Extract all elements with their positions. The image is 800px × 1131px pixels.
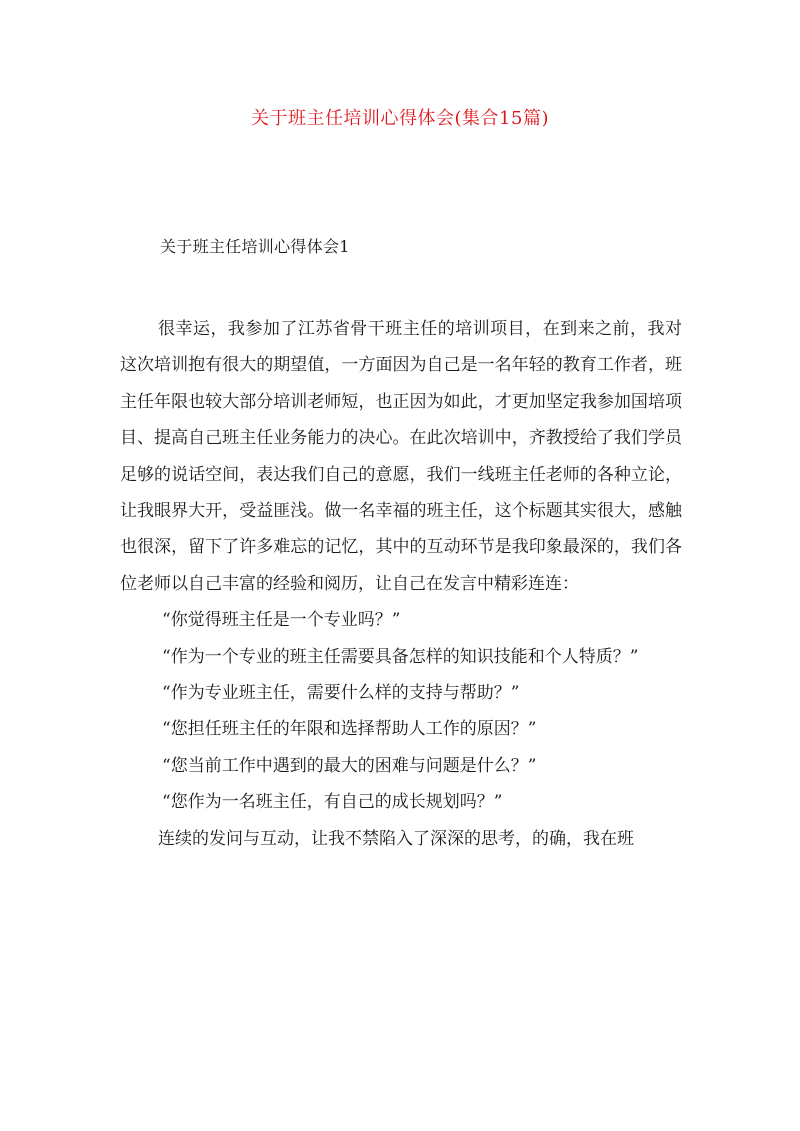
quote-line: “您作为一名班主任，有自己的成长规划吗？” [162,792,503,813]
quote-line: “作为专业班主任，需要什么样的支持与帮助？” [162,683,520,704]
document-body [120,311,682,857]
document-title: 关于班主任培训心得体会(集合15篇) [251,108,549,129]
section-heading: 关于班主任培训心得体会1 [160,237,350,256]
quote-line: “你觉得班主任是一个专业吗？” [162,610,401,631]
body-paragraph: 很幸运，我参加了江苏省骨干班主任的培训项目，在到来之前，我对这次培训抱有很大的期望值，一方面因为自己是一名年轻的教育工作者，班主任年限也较大部分培训老师短，也正因为如此，才更加坚定我参加国培项目、提高自己班主任业务能力的决心。在此次培训中，齐教授给了我们学员足够的说话空间，表达我们自己的意愿，我们一线班主任老师的各种立论，让我眼界大开，受益匪浅。做一名幸福的班主任，这个标题其实很大，感触也很深，留下了许多难忘的记忆，其中的互动环节是我印象最深的，我们各位老师以自己丰富的经验和阅历，让自己在发言中精彩连连： [120,319,682,594]
quote-line: “您担任班主任的年限和选择帮助人工作的原因？” [162,719,537,740]
body-paragraph: 连续的发问与互动，让我不禁陷入了深深的思考，的确，我在班 [158,828,634,849]
quote-line: “作为一个专业的班主任需要具备怎样的知识技能和个人特质？” [162,646,639,667]
quote-line: “您当前工作中遇到的最大的困难与问题是什么？” [162,755,537,776]
